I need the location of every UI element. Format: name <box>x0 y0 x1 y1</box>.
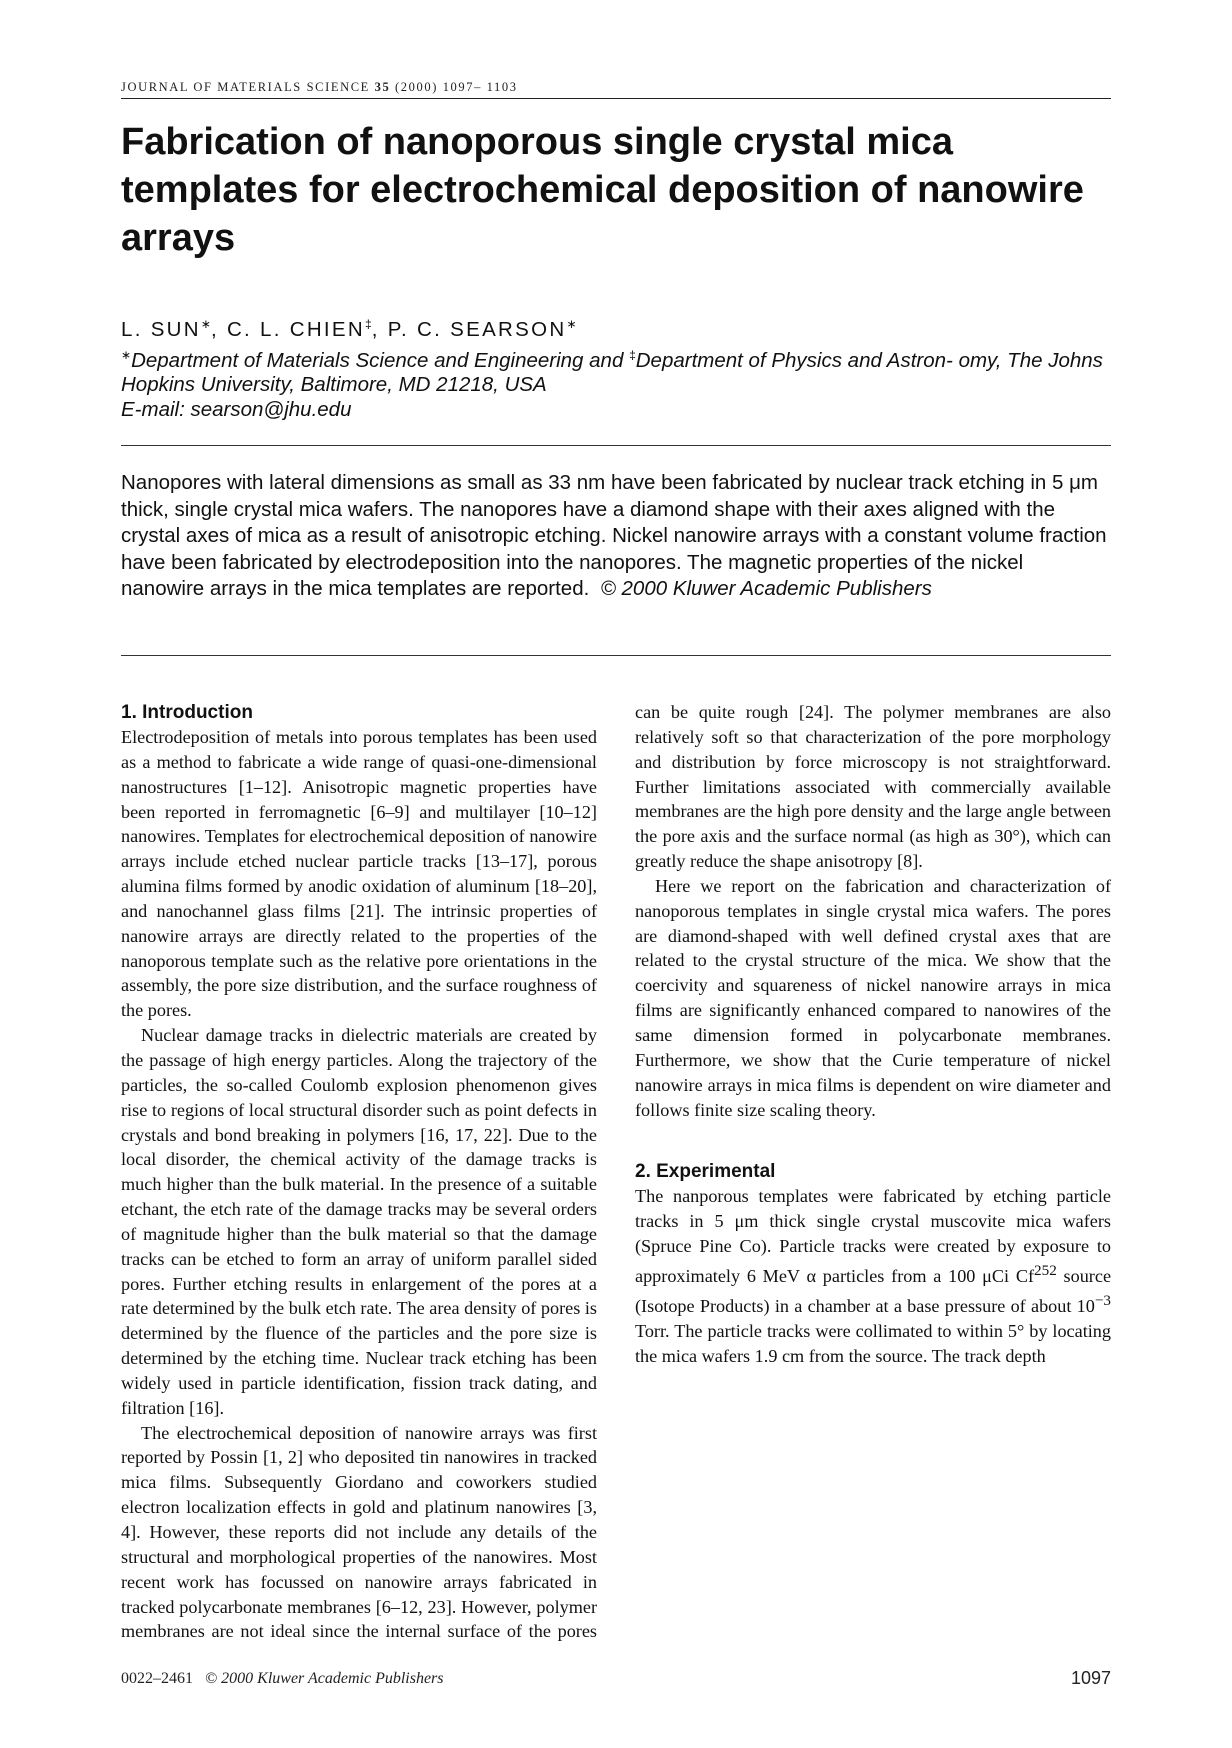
affiliation-mark-2: ‡ <box>629 348 636 362</box>
intro-paragraph-3: The electrochemical deposition of nanowire arrays was first reported by Possin [1, 2] who deposited tin nanowires in tracked mica films. Subsequently Giordano and coworkers studied electron localization effects in gold and platinum nanowires [3, 4]. However, these reports did not include any details of the structural and morphological properties of the nanowires. Most recent work has focussed on nanowire arrays fabricated in tracked polycarbonate membranes [6–12, 23]. However, polymer membranes are not ideal since the internal surface of the pores can be quite rough [24]. The polymer membranes are also relatively soft so that characterization of the pore morphology and distribution by force microscopy is not straightforward. Further limitations associated with commercially available membranes are the high pore density and the large angle between the pore axis and the surface normal (as high as 30°), which can greatly reduce the shape anisotropy [8]. <box>121 702 1111 1642</box>
author-searson: P. C. SEARSON <box>387 317 567 341</box>
author-chien-mark: ‡ <box>365 317 372 331</box>
affiliation-dept-2: Department of Physics and Astron- omy, The Johns Hopkins University, Baltimore, MD 21218, USA <box>121 348 1103 397</box>
experimental-text-b: source (Isotope Products) in a chamber at a base pressure of about 10 <box>635 1265 1112 1316</box>
author-sun-mark: ∗ <box>200 317 211 331</box>
footer-publisher: © 2000 Kluwer Academic Publishers <box>205 1670 444 1687</box>
author-sun: L. SUN <box>121 317 201 341</box>
intro-paragraph-2: Nuclear damage tracks in dielectric materials are created by the passage of high energy particles. Along the trajectory of the particles, the so-called Coulomb explosion phenomenon gives rise to regions of local structural disorder such as point defects in crystals and bond breaking in polymers [16, 17, 22]. Due to the local disorder, the chemical activity of the damage tracks is much higher than the bulk material. In the presence of a suitable etchant, the etch rate of the damage tracks may be several orders of magnitude higher than the bulk material so that the damage tracks can be etched to form an array of uniform parallel sided pores. Further etching results in enlargement of the pores at a rate determined by the bulk etch rate. The area density of pores is determined by the fluence of the particles and the pore size is determined by the etching time. Nuclear track etching has been widely used in particle identification, fission track dating, and filtration [16]. <box>121 1025 597 1418</box>
abstract-text: Nanopores with lateral dimensions as small as 33 nm have been fabricated by nuclear track etching in 5 μm thick, single crystal mica wafers. The nanopores have a diamond shape with their axes aligned with the crystal axes of mica as a result of anisotropic etching. Nickel nanowire arrays with a constant volume fraction have been fabricated by electrodeposition into the nanopores. The magnetic properties of the nickel nanowire arrays in the mica templates are reported. <box>121 471 1107 601</box>
author-email: E-mail: searson@jhu.edu <box>121 397 352 421</box>
author-list <box>121 317 1111 342</box>
running-head <box>121 80 1111 99</box>
intro-paragraph-4: Here we report on the fabrication and characterization of nanoporous templates in single crystal mica wafers. The pores are diamond-shaped with well defined crystal axes that are related to the crystal structure of the mica. We show that the coercivity and squareness of nickel nanowire arrays in mica films are significantly enhanced compared to nanowires of the same dimension formed in polycarbonate membranes. Furthermore, we show that the Curie temperature of nickel nanowire arrays in mica films is dependent on wire diameter and follows finite size scaling theory. <box>635 875 1111 1120</box>
author-separator: , <box>371 317 388 341</box>
footer-issn: 0022–2461 <box>121 1670 193 1687</box>
article-title: Fabrication of nanoporous single crystal mica templates for electrochemical deposition of nanowire arrays <box>121 121 1084 259</box>
section-heading-experimental: 2. Experimental <box>635 1161 776 1183</box>
author-separator: , <box>210 317 227 341</box>
abstract-bottom-rule <box>121 655 1111 656</box>
section-gap <box>635 1122 1111 1159</box>
section-heading-introduction: 1. Introduction <box>121 702 253 723</box>
footer-left <box>121 1670 444 1688</box>
author-searson-mark: ∗ <box>566 317 577 331</box>
journal-year-pages: (2000) 1097– 1103 <box>395 80 518 94</box>
affiliation-block <box>121 343 1111 422</box>
affiliation-dept-1: Department of Materials Science and Engineering and <box>131 348 630 372</box>
body-text-two-column <box>121 700 1111 1650</box>
isotope-superscript: 252 <box>1034 1261 1057 1279</box>
journal-name: JOURNAL OF MATERIALS SCIENCE <box>121 80 370 94</box>
intro-paragraph-1: Electrodeposition of metals into porous templates has been used as a method to fabricate a wide range of quasi-one-dimensional nanostructures [1–12]. Anisotropic magnetic properties have been reported in ferromagnetic [6–9] and multilayer [10–12] nanowires. Templates for electrochemical deposition of nanowire arrays include etched nuclear particle tracks [13–17], porous alumina films formed by anodic oxidation of aluminum [18–20], and nanochannel glass films [21]. The intrinsic properties of nanowire arrays are directly related to the properties of the nanoporous template such as the relative pore orientations in the assembly, the pore size distribution, and the surface roughness of the pores. <box>121 727 597 1021</box>
author-chien: C. L. CHIEN <box>226 317 366 341</box>
page-number: 1097 <box>1070 1668 1111 1688</box>
abstract-copyright: © 2000 Kluwer Academic Publishers <box>600 577 932 601</box>
abstract <box>121 470 1111 603</box>
experimental-text-a: The nanporous templates were fabricated by etching particle tracks in 5 μm thick single crystal muscovite mica wafers (Spruce Pine Co). Particle tracks were created by exposure to approximately 6 MeV α particles from a 100 μCi Cf <box>635 1186 1111 1286</box>
abstract-top-rule <box>121 445 1111 446</box>
experimental-text-c: Torr. The particle tracks were collimated to within 5° by locating the mica wafers 1.9 cm from the source. The track depth <box>635 1320 1111 1366</box>
experimental-paragraph-1 <box>635 1184 1111 1368</box>
pressure-exponent: −3 <box>1094 1291 1111 1309</box>
journal-volume: 35 <box>374 80 391 94</box>
affiliation-mark-1: ∗ <box>121 348 132 362</box>
